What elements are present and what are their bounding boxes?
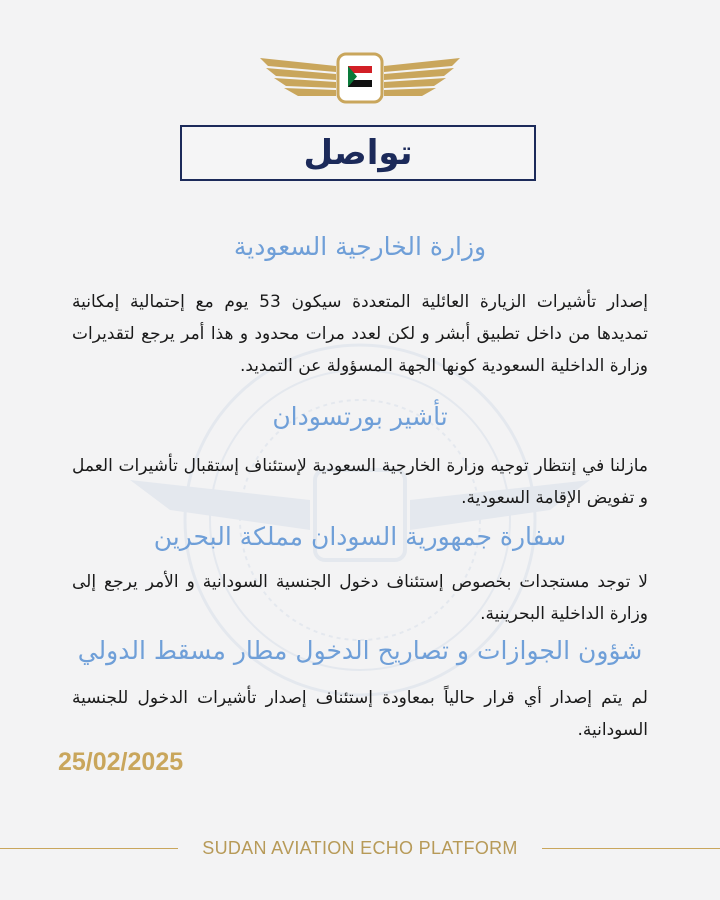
- post-date: 25/02/2025: [58, 748, 184, 776]
- title-box: [180, 125, 536, 181]
- footer-brand-text: SUDAN AVIATION ECHO PLATFORM: [202, 838, 518, 858]
- section-body-muscat-airport: لم يتم إصدار أي قرار حالياً بمعاودة إستئناف إصدار تأشيرات الدخول للجنسية السودانية.: [72, 688, 648, 740]
- page-title: تواصل: [303, 133, 413, 173]
- section-heading-muscat-airport: شؤون الجوازات و تصاريح الدخول مطار مسقط الدولي: [77, 636, 643, 665]
- section-heading-bahrain-embassy: سفارة جمهورية السودان مملكة البحرين: [153, 522, 567, 551]
- section-heading-saudi-foreign-ministry: وزارة الخارجية السعودية: [233, 232, 487, 261]
- footer-divider-right: [542, 848, 720, 849]
- section-body-portsudan-visa: مازلنا في إنتظار توجيه وزارة الخارجية السعودية لإستئناف إستقبال تأشيرات العمل و تفويض الإقامة السعودية.: [72, 456, 648, 508]
- section-heading-portsudan-visa: تأشير بورتسودان: [272, 402, 448, 431]
- section-body-bahrain-embassy: لا توجد مستجدات بخصوص إستئناف دخول الجنسية السودانية و الأمر يرجع إلى وزارة الداخلية البحرينية.: [72, 572, 648, 624]
- section-body-saudi-foreign-ministry: إصدار تأشيرات الزيارة العائلية المتعددة سيكون 53 يوم مع إحتمالية إمكانية تمديدها من داخل تطبيق أبشر و لكن لعدد مرات محدود و هذا أمر يرجع لتقديرات وزارة الداخلية السعودية كونها الجهة المسؤولة عن التمديد.: [72, 292, 648, 376]
- winged-sudan-flag-emblem-icon: [258, 52, 462, 108]
